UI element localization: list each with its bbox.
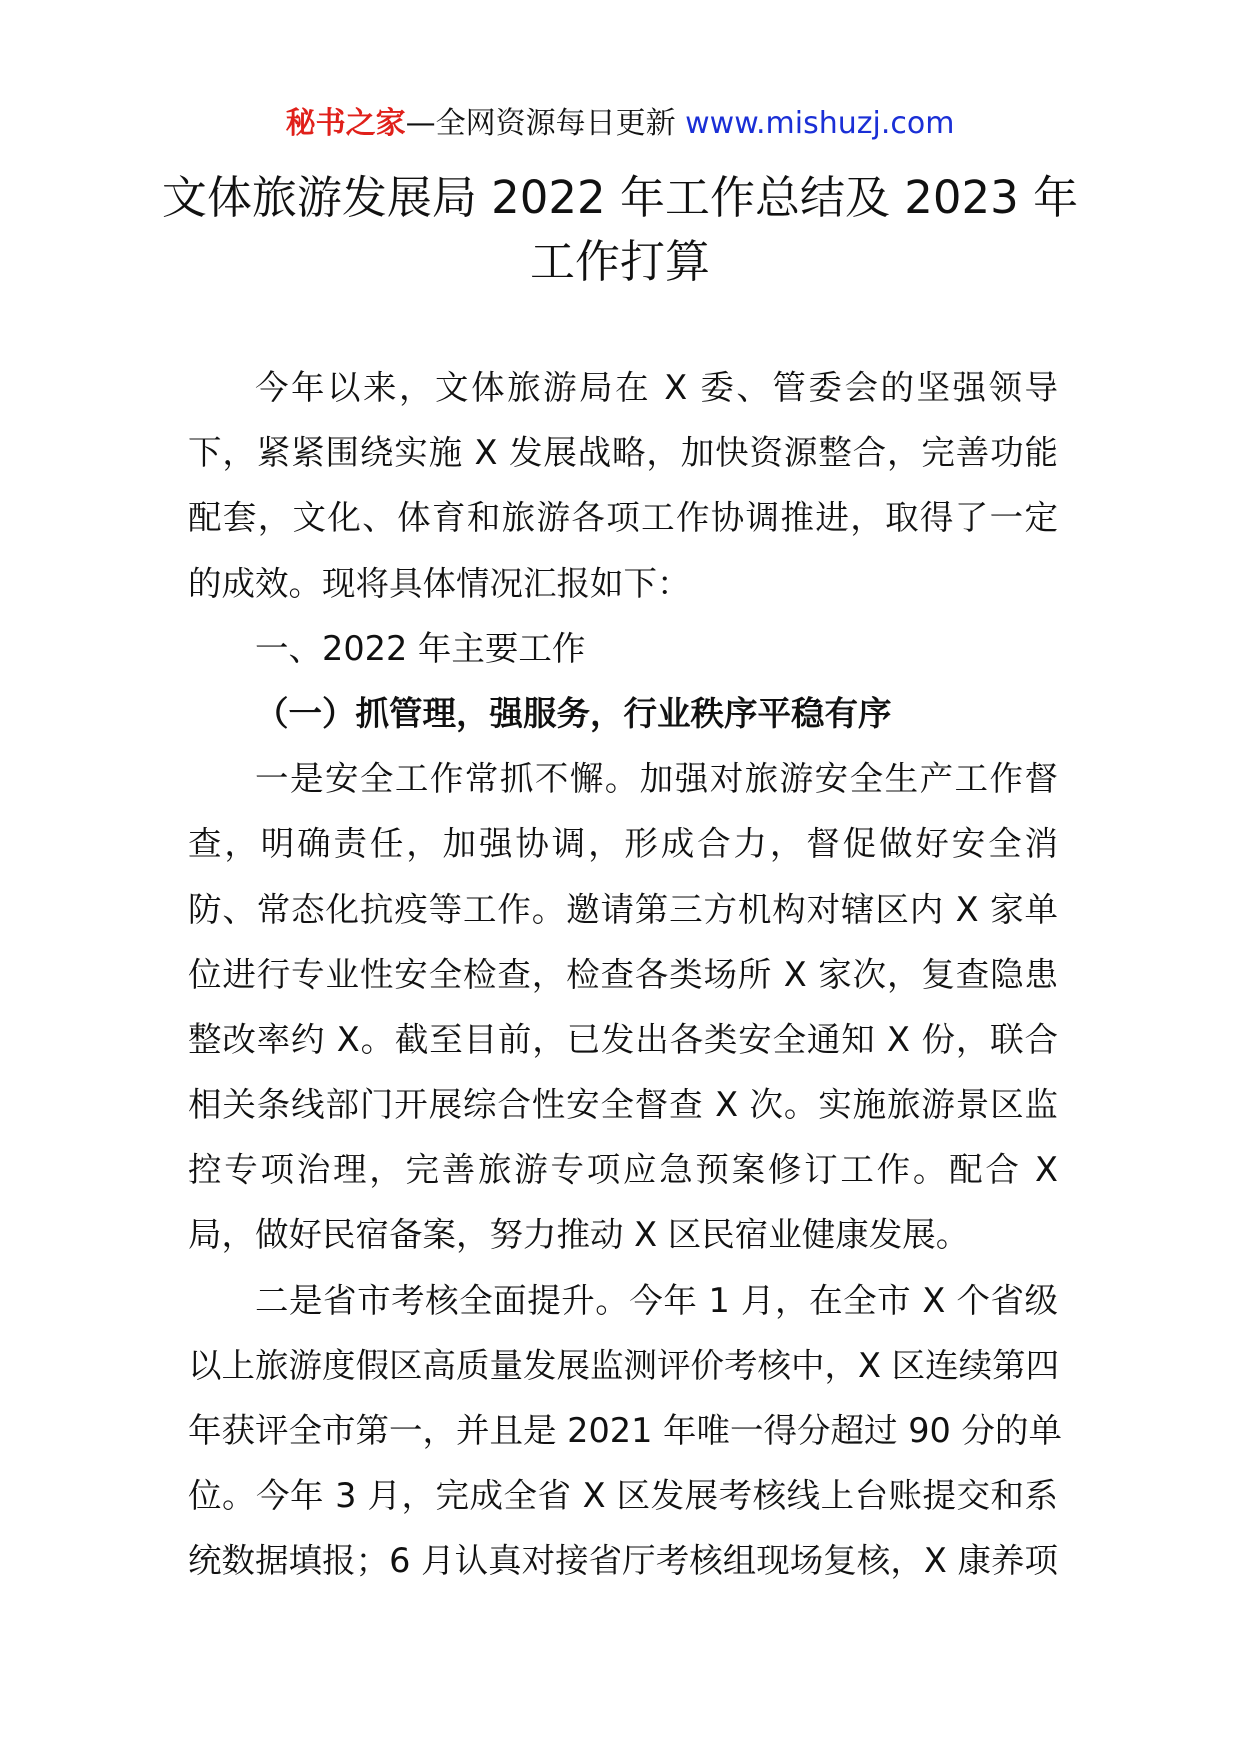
- body-line: 二是省市考核全面提升。今年 1 月，在全市 X 个省级: [255, 1280, 1058, 1320]
- body-line: 下，紧紧围绕实施 X 发展战略，加快资源整合，完善功能: [188, 433, 1058, 473]
- body-line: 配套，文化、体育和旅游各项工作协调推进，取得了一定: [188, 498, 1058, 538]
- document-title-line-2: 工作打算: [529, 235, 710, 288]
- body-line: 一是安全工作常抓不懈。加强对旅游安全生产工作督: [255, 759, 1058, 799]
- body-line: 局，做好民宿备案，努力推动 X 区民宿业健康发展。: [188, 1215, 970, 1255]
- body-line: 年获评全市第一，并且是 2021 年唯一得分超过 90 分的单: [188, 1411, 1062, 1450]
- body-line: 防、常态化抗疫等工作。邀请第三方机构对辖区内 X 家单: [188, 889, 1058, 929]
- body-line: 相关条线部门开展综合性安全督查 X 次。实施旅游景区监: [188, 1085, 1058, 1125]
- document-title-line-1: 文体旅游发展局 2022 年工作总结及 2023 年: [161, 171, 1079, 224]
- site-url-link[interactable]: www.mishuzj.com: [685, 106, 955, 141]
- site-header: [0, 104, 1240, 144]
- site-brand: 秘书之家: [285, 106, 406, 141]
- body-line: 整改率约 X。截至目前，已发出各类安全通知 X 份，联合: [188, 1019, 1058, 1059]
- section-heading: 一、2022 年主要工作: [255, 628, 586, 668]
- subsection-heading: （一）抓管理，强服务，行业秩序平稳有序: [255, 693, 892, 733]
- body-line: 位进行专业性安全检查，检查各类场所 X 家次，复查隐患: [188, 954, 1058, 994]
- body-line: 控专项治理，完善旅游专项应急预案修订工作。配合 X: [188, 1150, 1058, 1190]
- body-line: 以上旅游度假区高质量发展监测评价考核中，X 区连续第四: [188, 1345, 1060, 1385]
- body-line: 的成效。现将具体情况汇报如下：: [188, 563, 691, 603]
- body-line: 统数据填报；6 月认真对接省厅考核组现场复核，X 康养项: [188, 1541, 1058, 1581]
- body-line: 今年以来，文体旅游局在 X 委、管委会的坚强领导: [255, 368, 1058, 407]
- site-tagline: —全网资源每日更新: [405, 106, 686, 141]
- body-line: 位。今年 3 月，完成全省 X 区发展考核线上台账提交和系: [188, 1476, 1058, 1516]
- body-line: 查，明确责任，加强协调，形成合力，督促做好安全消: [188, 824, 1058, 864]
- document-title: [150, 166, 1090, 294]
- document-body: [188, 355, 1062, 1594]
